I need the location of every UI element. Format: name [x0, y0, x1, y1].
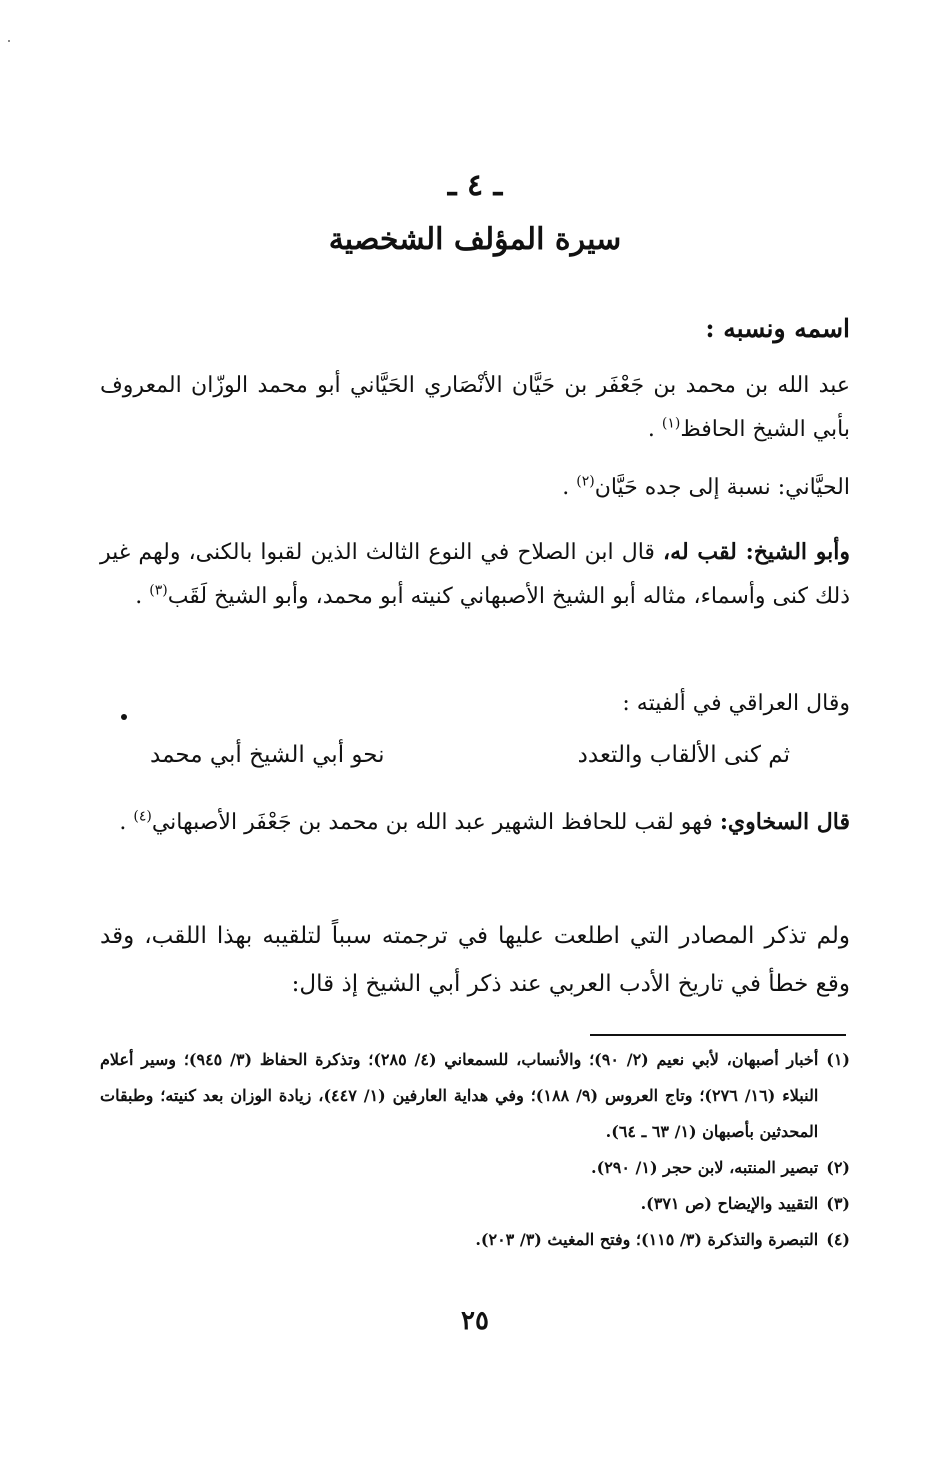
- footnote-item: [100, 1042, 850, 1150]
- footnote-number: (٢): [826, 1158, 850, 1177]
- paragraph-abu-al-shaykh: [100, 530, 850, 619]
- subheading-name-lineage: اسمه ونسبه :: [705, 314, 850, 343]
- paragraph-sources: ولم تذكر المصادر التي اطلعت عليها في ترجمته سبباً لتلقيبه بهذا اللقب، وقد وقع خطأ في تاريخ الأدب العربي عند ذكر أبي الشيخ إذ قال:: [100, 923, 850, 997]
- footnote-separator: [590, 1034, 846, 1036]
- footnote-item: [100, 1222, 850, 1258]
- verse-first-hemistich: ثم كنى الألقاب والتعدد: [577, 742, 790, 768]
- paragraph-text: عبد الله بن محمد بن جَعْفَر بن حَيَّان الأنْصَاري الحَيَّاني أبو محمد الوزّان المعروف بأبي الشيخ الحافظ: [100, 373, 850, 442]
- paragraph-text: فهو لقب للحافظ الشهير عبد الله بن محمد بن جَعْفَر الأصبهاني: [151, 810, 720, 835]
- paragraph-end: .: [135, 584, 150, 609]
- page-number: ٢٥: [461, 1306, 489, 1336]
- paragraph-end: .: [647, 417, 662, 442]
- paragraph-text: قال ابن الصلاح في النوع الثالث الذين لقبوا بالكنى، ولهم غير ذلك كنى وأسماء، مثاله أبو الشيخ الأصبهاني كنيته أبو محمد، وأبو الشيخ لَقَب: [100, 540, 850, 609]
- footnote-number: (٤): [826, 1230, 850, 1249]
- section-number: ـ ٤ ـ: [447, 168, 503, 203]
- scan-speck: [8, 40, 10, 42]
- footnote-text: تبصير المنتبه، لابن حجر (١/ ٢٩٠).: [591, 1158, 819, 1177]
- section-title: سيرة المؤلف الشخصية: [328, 222, 622, 257]
- paragraph-sakhawi: [100, 800, 850, 845]
- footnote-text: أخبار أصبهان، لأبي نعيم (٢/ ٩٠)؛ والأنساب، للسمعاني (٤/ ٢٨٥)؛ وتذكرة الحفاظ (٣/ ٩٤٥)؛ وسير أعلام النبلاء (١٦/ ٢٧٦)؛ وتاج العروس (٩/ ١٨٨)؛ وفي هداية العارفين (١/ ٤٤٧)، زيادة الوزان بعد كنيته؛ وطبقات المحدثين بأصبهان (١/ ٦٣ ـ ٦٤).: [100, 1050, 819, 1141]
- paragraph-lead: وأبو الشيخ: لقب له،: [663, 539, 850, 565]
- verse-second-hemistich: نحو أبي الشيخ أبي محمد: [150, 742, 385, 768]
- footnote-number: (٣): [826, 1194, 850, 1213]
- poem-verse: [150, 742, 790, 768]
- footnote-ref[interactable]: (٣): [149, 582, 168, 599]
- paragraph-text: الحيَّاني: نسبة إلى جده حَيَّان: [594, 475, 850, 500]
- footnote-item: [100, 1150, 850, 1186]
- paragraph-end: .: [119, 810, 134, 835]
- paragraph-end: .: [562, 475, 577, 500]
- footnote-ref[interactable]: (٤): [133, 808, 152, 825]
- footnote-text: التبصرة والتذكرة (٣/ ١١٥)؛ وفتح المغيث (٣/ ٢٠٣).: [475, 1230, 819, 1249]
- paragraph-lead: قال السخاوي:: [719, 809, 850, 835]
- scan-speck: [121, 714, 127, 720]
- footnote-ref[interactable]: (٢): [576, 473, 595, 490]
- footnotes: [100, 1042, 850, 1258]
- footnote-item: [100, 1186, 850, 1222]
- footnote-ref[interactable]: (١): [661, 415, 681, 432]
- paragraph-name: [100, 364, 850, 452]
- footnote-number: (١): [826, 1050, 850, 1069]
- footnote-text: التقييد والإيضاح (ص ٣٧١).: [640, 1194, 819, 1213]
- paragraph-hayyani: [100, 466, 850, 510]
- paragraph-iraqi: وقال العراقي في ألفيته :: [622, 691, 850, 716]
